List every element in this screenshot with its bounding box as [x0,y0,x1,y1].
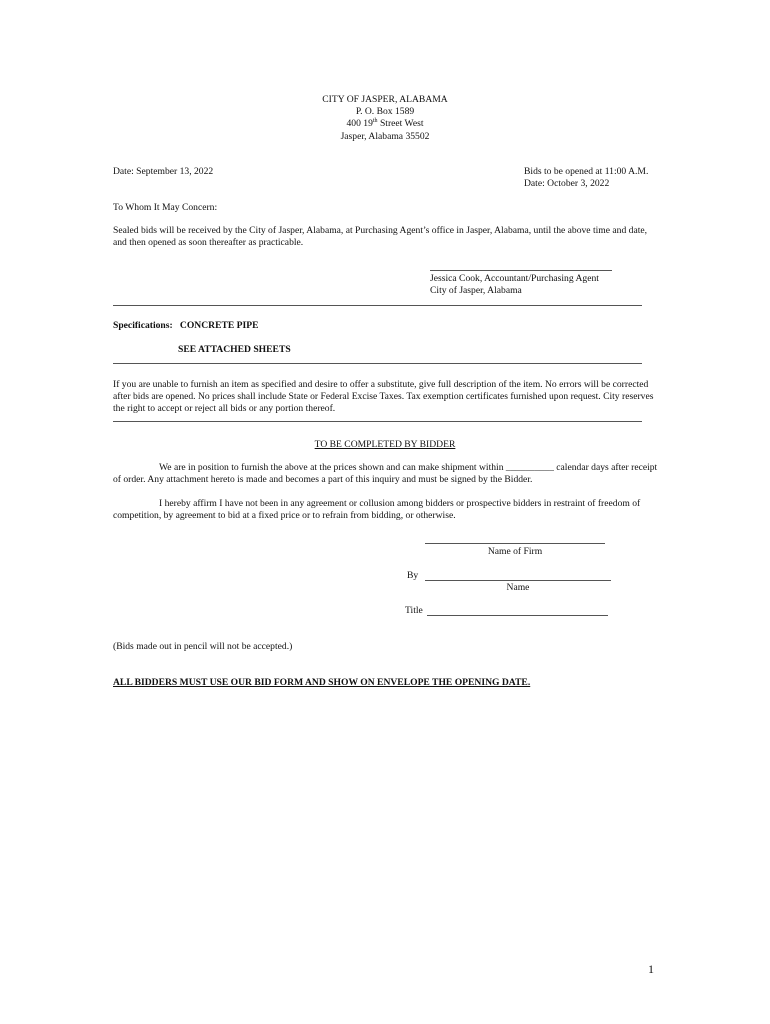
po-box: P. O. Box 1589 [355,106,415,118]
specifications-item: CONCRETE PIPE [179,320,259,331]
title-label: Title [405,605,423,616]
bid-opening-time: Bids to be opened at 11:00 A.M. [524,166,649,177]
title-line[interactable] [427,615,608,616]
city-state-zip: Jasper, Alabama 35502 [340,130,430,142]
by-signature-line[interactable] [425,580,611,581]
firm-name-label: Name of Firm [487,546,543,557]
firm-name-line[interactable] [425,543,605,544]
shipment-paragraph: We are in position to furnish the above at the prices shown and can make shipment within __________ calendar days after receipt of order. Any attachment hereto is made and becomes a part of this inquiry and must be signed by the Bidder. [113,462,658,486]
intro-paragraph: Sealed bids will be received by the City of Jasper, Alabama, at Purchasing Agent’s office in Jasper, Alabama, until the above time and date, and then opened as soon thereafter as practicable. [113,225,648,249]
city-name: CITY OF JASPER, ALABAMA [322,94,448,105]
envelope-notice: ALL BIDDERS MUST USE OUR BID FORM AND SHOW ON ENVELOPE THE OPENING DATE. [113,677,531,688]
bidder-section-heading: TO BE COMPLETED BY BIDDER [314,439,456,450]
divider [113,305,642,306]
bid-opening-date: Date: October 3, 2022 [524,178,610,189]
name-label: Name [506,582,530,593]
issue-date: Date: September 13, 2022 [113,166,214,177]
divider [113,421,642,422]
signatory-name: Jessica Cook, Accountant/Purchasing Agent [430,273,599,284]
pencil-note: (Bids made out in pencil will not be accepted.) [113,641,293,652]
signature-line [430,270,612,271]
attached-sheets-note: SEE ATTACHED SHEETS [178,344,291,355]
salutation: To Whom It May Concern: [113,202,218,213]
page-number: 1 [648,962,654,976]
by-label: By [407,570,419,581]
divider [113,363,642,364]
signatory-org: City of Jasper, Alabama [430,285,522,296]
letterhead [235,94,535,143]
specifications-line: Specifications: CONCRETE PIPE [113,320,259,331]
specifications-label: Specifications [113,320,170,331]
affirmation-paragraph: I hereby affirm I have not been in any agreement or collusion among bidders or prospective bidders in restraint of freedom of competition, by agreement to bid at a fixed price or to refrain from bidding, or otherwise. [113,498,641,522]
substitute-notice: If you are unable to furnish an item as specified and desire to offer a substitute, give full description of the item. No errors will be corrected after bids are opened. No prices shall include State or Federal Excise Taxes. Tax exemption certificates furnished upon request. City reserves the right to accept or reject all bids or any portion thereof. [113,379,654,415]
street-address: 400 19th Street West [346,118,424,130]
